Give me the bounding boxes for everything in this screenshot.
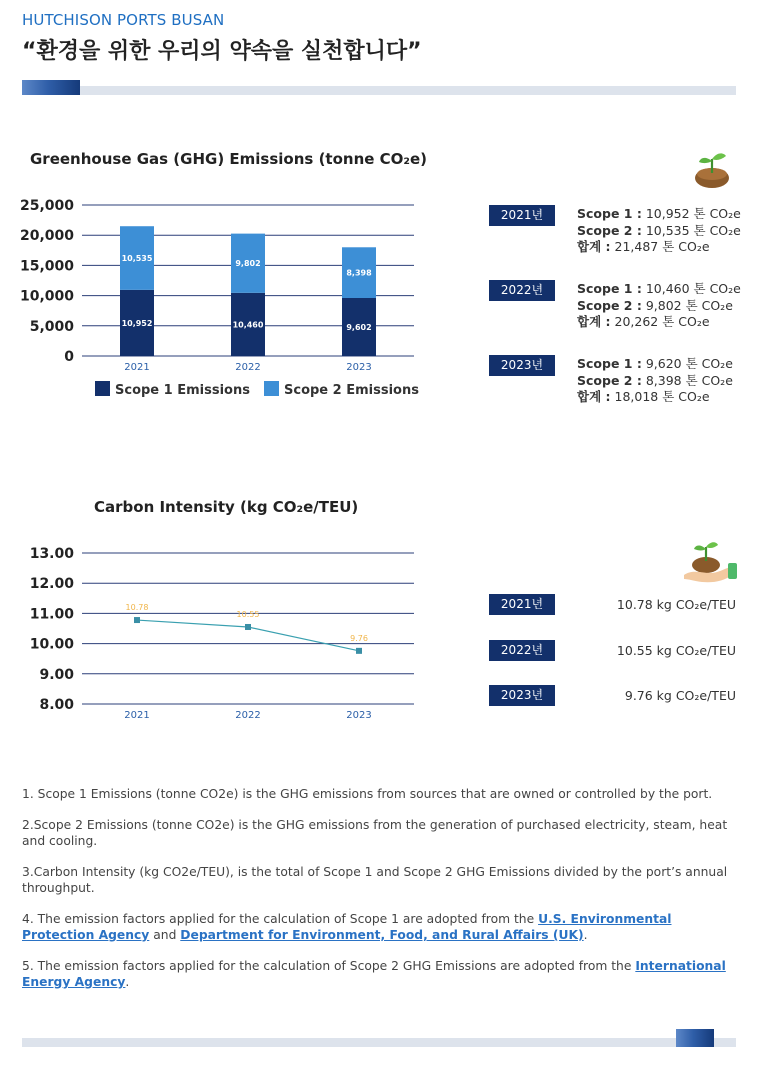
- brand-name: HUTCHISON PORTS BUSAN: [22, 11, 225, 29]
- iea-link[interactable]: International Energy Agency: [22, 959, 726, 989]
- scope2-label: Scope 2 :: [577, 297, 642, 313]
- scope1-value: 10,460 톤 CO₂e: [645, 281, 741, 296]
- defra-link[interactable]: Department for Environment, Food, and Rural Affairs (UK): [180, 928, 584, 942]
- note-4: [22, 911, 736, 943]
- y-tick-label: 11.00: [29, 606, 74, 623]
- data-label: 10,535: [121, 254, 153, 264]
- bottom-divider-bar: [22, 1038, 736, 1047]
- data-label: 9,602: [346, 323, 372, 333]
- bottom-divider-accent: [676, 1029, 714, 1047]
- data-label: 10,952: [121, 318, 153, 328]
- total-value: 20,262 톤 CO₂e: [614, 314, 710, 329]
- legend-label: Scope 1 Emissions: [115, 383, 250, 398]
- scope1-label: Scope 1 :: [577, 281, 642, 296]
- total-label: 합계 :: [577, 314, 611, 329]
- data-point: [134, 617, 140, 623]
- note-5-end: .: [125, 975, 130, 989]
- total-label: 합계 :: [577, 389, 611, 404]
- year-tag-2022: 2022년: [489, 640, 555, 661]
- ci-value-2023: 9.76 kg CO₂e/TEU: [624, 688, 736, 703]
- carbon-intensity-chart: [0, 540, 430, 730]
- scope2-value: 9,802 톤 CO₂e: [645, 297, 733, 313]
- y-tick-label: 10,000: [19, 288, 74, 305]
- year-tag-2023: 2023년: [489, 685, 555, 706]
- data-label: 10.55: [236, 609, 260, 619]
- footnotes: [22, 786, 736, 1005]
- y-tick-label: 0: [64, 349, 74, 365]
- top-divider-accent: [22, 80, 80, 95]
- ghg-summary-2023: [577, 356, 733, 406]
- note-4-and: and: [149, 928, 181, 942]
- y-tick-label: 9.00: [39, 666, 74, 683]
- note-5: [22, 958, 736, 990]
- scope1-label: Scope 1 :: [577, 356, 642, 371]
- ci-value-2021: 10.78 kg CO₂e/TEU: [616, 597, 736, 612]
- data-label: 10.78: [125, 603, 149, 613]
- ci-chart-title: Carbon Intensity (kg CO₂e/TEU): [94, 498, 359, 516]
- page-headline: “환경을 위한 우리의 약속을 실천합니다”: [22, 39, 422, 64]
- data-label: 10,460: [232, 320, 264, 330]
- total-value: 18,018 톤 CO₂e: [614, 389, 710, 404]
- y-tick-label: 15,000: [19, 258, 74, 275]
- y-tick-label: 8.00: [39, 697, 74, 713]
- legend-label: Scope 2 Emissions: [284, 383, 419, 398]
- epa-link[interactable]: U.S. Environmental Protection Agency: [22, 912, 672, 942]
- note-4-end: .: [583, 928, 588, 942]
- scope1-value: 9,620 톤 CO₂e: [645, 356, 733, 371]
- year-tag-2021: 2021년: [489, 205, 555, 226]
- legend-swatch: [95, 381, 110, 396]
- y-tick-label: 10.00: [29, 636, 74, 653]
- ghg-summary-2022: [577, 281, 741, 331]
- x-tick-label: 2022: [235, 710, 261, 721]
- y-tick-label: 20,000: [19, 228, 74, 245]
- ci-value-2022: 10.55 kg CO₂e/TEU: [616, 643, 736, 658]
- legend-swatch: [264, 381, 279, 396]
- ghg-emissions-chart: [0, 185, 430, 445]
- y-tick-label: 13.00: [29, 546, 74, 562]
- y-tick-label: 25,000: [19, 198, 74, 214]
- y-tick-label: 5,000: [29, 318, 74, 335]
- scope2-value: 8,398 톤 CO₂e: [645, 372, 733, 388]
- top-divider-bar: [22, 86, 736, 95]
- total-value: 21,487 톤 CO₂e: [614, 239, 710, 254]
- year-tag-2021: 2021년: [489, 594, 555, 615]
- note-3: 3.Carbon Intensity (kg CO2e/TEU), is the total of Scope 1 and Scope 2 GHG Emissions divided by the port’s annual throughput.: [22, 865, 728, 895]
- total-label: 합계 :: [577, 239, 611, 254]
- data-label: 9,802: [235, 259, 261, 269]
- x-tick-label: 2021: [124, 362, 150, 373]
- x-tick-label: 2023: [346, 362, 372, 373]
- note-1: 1. Scope 1 Emissions (tonne CO2e) is the GHG emissions from sources that are owned or controlled by the port.: [22, 787, 713, 801]
- data-label: 8,398: [346, 268, 372, 278]
- x-tick-label: 2023: [346, 710, 372, 721]
- note-5-text: 5. The emission factors applied for the calculation of Scope 2 GHG Emissions are adopted from the: [22, 959, 636, 973]
- data-point: [356, 648, 362, 654]
- data-label: 9.76: [350, 633, 368, 643]
- y-tick-label: 12.00: [29, 576, 74, 593]
- note-4-text: 4. The emission factors applied for the calculation of Scope 1 are adopted from the: [22, 912, 539, 926]
- x-tick-label: 2022: [235, 362, 261, 373]
- scope2-label: Scope 2 :: [577, 372, 642, 388]
- scope2-label: Scope 2 :: [577, 222, 642, 238]
- data-point: [245, 624, 251, 630]
- note-2: 2.Scope 2 Emissions (tonne CO2e) is the GHG emissions from the generation of purchased electricity, steam, heat and cooling.: [22, 818, 728, 848]
- x-tick-label: 2021: [124, 710, 150, 721]
- scope1-label: Scope 1 :: [577, 206, 642, 221]
- ghg-summary-2021: [577, 206, 741, 256]
- year-tag-2022: 2022년: [489, 280, 555, 301]
- scope2-value: 10,535 톤 CO₂e: [645, 222, 741, 238]
- ghg-chart-title: Greenhouse Gas (GHG) Emissions (tonne CO₂e): [30, 150, 428, 168]
- year-tag-2023: 2023년: [489, 355, 555, 376]
- scope1-value: 10,952 톤 CO₂e: [645, 206, 741, 221]
